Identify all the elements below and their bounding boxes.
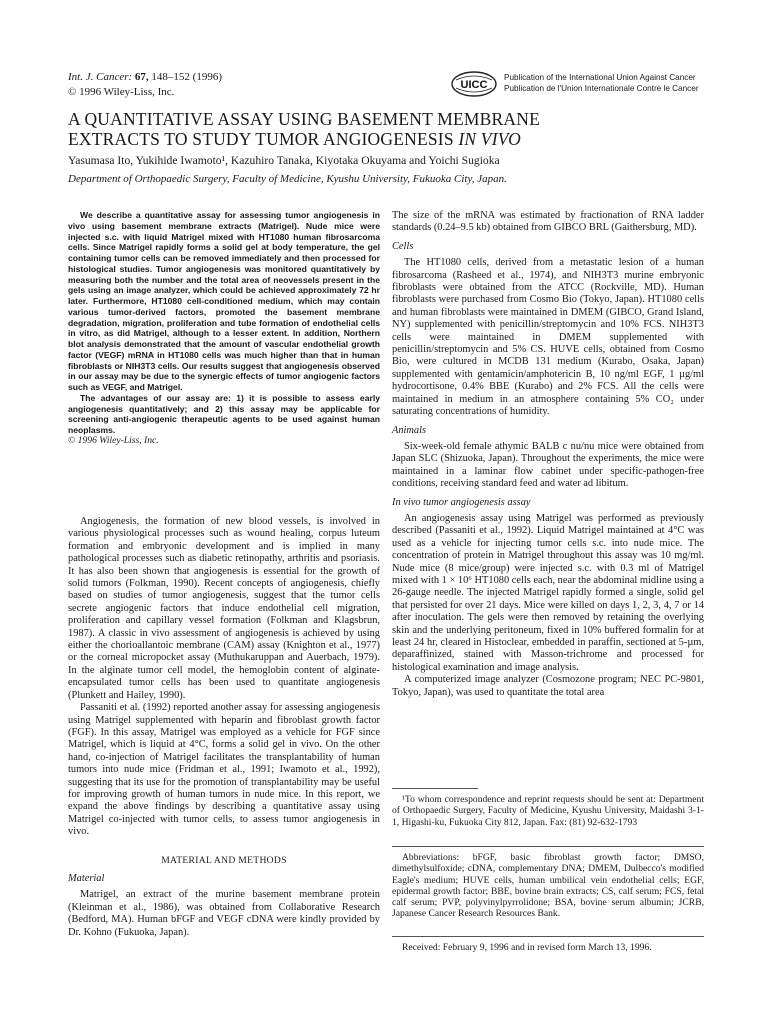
received-text: Received: February 9, 1996 and in revised form March 13, 1996. [402, 942, 652, 953]
journal-citation [68, 70, 222, 85]
subheading-animals: Animals [392, 424, 427, 436]
intro-paragraph-2: Passaniti et al. (1992) reported another assay for assessing angiogenesis using Matrigel supplemented with heparin and fibroblast growth factor (FGF). In this assay, Matrigel was employed as a vehicle for FGF since Matrigel, which is liquid at 4°C, forms a solid gel in vivo. On the other hand, co-injection of Matrigel facilitates the transplantability of human tumors into nude mice (Fridman et al., 1991; Iwamoto et al., 1992), suggesting that its use for the promotion of transplantability may be useful for improving growth of human tumors in nude mice. In this report, we expand the above findings by describing a quantitative assay using Matrigel co-injected with tumor cells, to assess tumor angiogenesis in vivo. [68, 702, 380, 838]
received-footnote [392, 942, 704, 953]
subheading-in-vivo-assay: In vivo tumor angiogenesis assay [392, 496, 531, 508]
animals-paragraph: Six-week-old female athymic BALB c nu/nu mice were obtained from Japan SLC (Shizuoka, Japan). Throughout the experiments, the mice were maintained in a laminar flow cabinet under specific-pathogen-free conditions, receiving standard feed and water ad libitum. [392, 440, 704, 490]
subheading-material: Material [68, 872, 105, 884]
journal-volume: 67, [134, 71, 149, 83]
subheading-cells: Cells [392, 240, 414, 252]
material-continued-paragraph: The size of the mRNA was estimated by fractionation of RNA ladder standards (0.24–9.5 kb) obtained from GIBCO BRL (Gaithersburg, MD). [392, 210, 704, 234]
abstract [68, 210, 380, 447]
affiliation: Department of Orthopaedic Surgery, Faculty of Medicine, Kyushu University, Fukuoka City, Japan. [68, 173, 507, 185]
intro-paragraph-1: Angiogenesis, the formation of new blood vessels, is involved in various physiological processes such as wound healing, corpus luteum formation and embryonic development and is implied in many pathological processes such as diabetic retinopathy, arthritis and psoriasis. It has also been shown that angiogenesis is essential for the growth of solid tumors (Folkman, 1990). Recent concepts of angiogenesis, chiefly based on studies of tumor angiogenesis, suggest that the tumor cells secrete angiogenic factors that induce endothelial cell migration, proliferation and capillary vessel formation (Folkman and Klagsbrun, 1987). A classic in vivo assessment of angiogenesis is achieved by using either the chorioallantoic membrane (CAM) assay (Knighton et al., 1977) or the corneal micropocket assay (Muthukaruppan and Auerbach, 1979). In the alginate tumor cell model, the hemoglobin content of alginate-encapsulated tumor cells has been used to quantitate angiogenesis (Plunkett and Hailey, 1990). [68, 516, 380, 701]
title-line-2 [68, 129, 708, 149]
right-column-body [392, 210, 704, 699]
article-title [68, 109, 708, 149]
abbreviations-footnote [392, 852, 704, 920]
abbreviations-rule [392, 846, 704, 847]
author-list: Yasumasa Ito, Yukihide Iwamoto¹, Kazuhiro Tanaka, Kiyotaka Okuyama and Yoichi Sugioka [68, 154, 500, 167]
footnote-rule [392, 788, 478, 789]
abstract-copyright: © 1996 Wiley-Liss, Inc. [68, 434, 159, 446]
uicc-logo [450, 70, 498, 98]
journal-header [68, 70, 222, 100]
journal-pages: 148–152 (1996) [151, 71, 222, 83]
material-paragraph: Matrigel, an extract of the murine basement membrane protein (Kleinman et al., 1986), was obtained from Collaborative Research (Bedford, MA). Human bFGF and VEGF cDNA were kindly provided by Dr. Kohno (Fukuoka, Japan). [68, 889, 380, 938]
assay-paragraph: An angiogenesis assay using Matrigel was performed as previously described (Passaniti et al., 1992). Liquid Matrigel maintained at 4°C was used as a vehicle for injecting tumor cells s.c. into nude mice. The concentration of protein in Matrigel throughout this assay was 10 mg/ml. Nude mice (8 mice/group) were injected s.c. with 0.3 ml of Matrigel mixed with 1 × 10⁶ HT1080 cells each, near the abdominal midline using a 26-gauge needle. The injected Matrigel rapidly formed a single, solid gel that persisted for over 21 days. Mice were killed on days 1, 2, 3, 4, 7 or 14 after inoculation. The gels were then removed by retaining the overlying skin and the underlying peritoneum, fixed in 10% buffered formalin for at least 24 hr, cleared in Histoclear, embedded in paraffin, sectioned at 5-µm, deparaffinized, stained with Masson-trichrome and processed for histological examination and image analysis. [392, 512, 704, 673]
abstract-paragraph-2: The advantages of our assay are: 1) it is possible to assess early angiogenesis quantitatively; and 2) this assay may be applicable for screening anti-angiogenic therapeutic agents to be used against human neoplasms. [68, 392, 380, 435]
left-column-body [68, 516, 380, 939]
journal-copyright: © 1996 Wiley-Liss, Inc. [68, 86, 175, 98]
abbreviations-text: Abbreviations: bFGF, basic fibroblast growth factor; DMSO, dimethylsulfoxide; cDNA, complementary DNA; DMEM, Dulbecco's modified Eagle's medium; HUVE cells, human umbilical vein endothelial cells; EGF, epidermal growth factor; BBE, bovine brain extracts; CS, calf serum; FCS, fetal calf serum; PVP, polyvinylpyrrolidone; BSA, bovine serum albumin; JCRB, Japanese Cancer Research Resources Bank. [392, 852, 704, 920]
logo-text: UICC [460, 79, 488, 91]
received-rule [392, 936, 704, 937]
publisher-note [504, 72, 699, 94]
publisher-english: Publication of the International Union Against Cancer [504, 73, 696, 82]
title-line-1: A QUANTITATIVE ASSAY USING BASEMENT MEMBRANE [68, 109, 540, 129]
abstract-paragraph-1: We describe a quantitative assay for assessing tumor angiogenesis in vivo using basement membrane extracts (Matrigel). Nude mice were injected s.c. with liquid Matrigel mixed with HT1080 human fibrosarcoma cells. Since Matrigel rapidly forms a solid gel at body temperature, the gel containing tumor cells can be removed immediately and then processed for histological studies. Tumor angiogenesis was monitored quantitatively by measuring both the number and the total area of neovessels present in the gels using an image analyzer, which could be achieved approximately 72 hr later. Furthermore, HT1080 cell-conditioned medium, which may contain various tumor-derived factors, promoted the basement membrane degradation, migration, proliferation and tube formation of endothelial cells in vitro, as did Matrigel, although to a lesser extent. In addition, Northern blot analysis demonstrated that the amount of vascular endothelial growth factor (VEGF) mRNA in HT1080 cells was much higher than that in human fibroblasts or NIH3T3 cells. Our results suggest that angiogenesis observed in our assay may be due to the synergic effects of tumor angiogenic factors such as VEGF, and Matrigel. [68, 210, 380, 392]
publisher-french: Publication de l'Union Internationale Contre le Cancer [504, 84, 699, 93]
title-line-2-text: EXTRACTS TO STUDY TUMOR ANGIOGENESIS [68, 129, 454, 149]
image-analyzer-paragraph: A computerized image analyzer (Cosmozone program; NEC PC-9801, Tokyo, Japan), was used to quantitate the total area [392, 674, 704, 698]
section-heading-methods: MATERIAL AND METHODS [161, 854, 287, 866]
journal-name: Int. J. Cancer: [68, 71, 133, 83]
correspondence-footnote [392, 794, 704, 828]
title-line-2-italic: IN VIVO [458, 129, 521, 149]
correspondence-text: ¹To whom correspondence and reprint requests should be sent at: Department of Orthopaedic Surgery, Faculty of Medicine, Kyushu University, Maidashi 3-1-1, Higashi-ku, Fukuoka City 812, Japan. Fax: (81) 92-632-1793 [392, 794, 704, 828]
cells-paragraph: The HT1080 cells, derived from a metastatic lesion of a human fibrosarcoma (Rasheed et al., 1974), and NIH3T3 murine embryonic fibroblasts were obtained from the ATCC (Rockville, MD). Human fibroblasts were purchased from Cosmo Bio (Tokyo, Japan). HT1080 cells and human fibroblasts were maintained in DMEM (GIBCO, Grand Island, NY) supplemented with penicillin/streptomycin and 10% FCS. NIH3T3 cells were maintained in DMEM supplemented with penicillin/streptomycin and 5% CS. HUVE cells, obtained from Cosmo Bio, were cultured in MCDB 131 medium (Kurabo, Osaka, Japan) supplemented with gentamicin/amphotericin B, 10 ng/ml EGF, 1 µg/ml hydrocortisone, 0.4% BBE (Kurabo) and 2% FCS. All the cells were maintained in medium in an atmosphere containing 5% CO₂ under saturating concentrations of humidity. [392, 257, 704, 418]
